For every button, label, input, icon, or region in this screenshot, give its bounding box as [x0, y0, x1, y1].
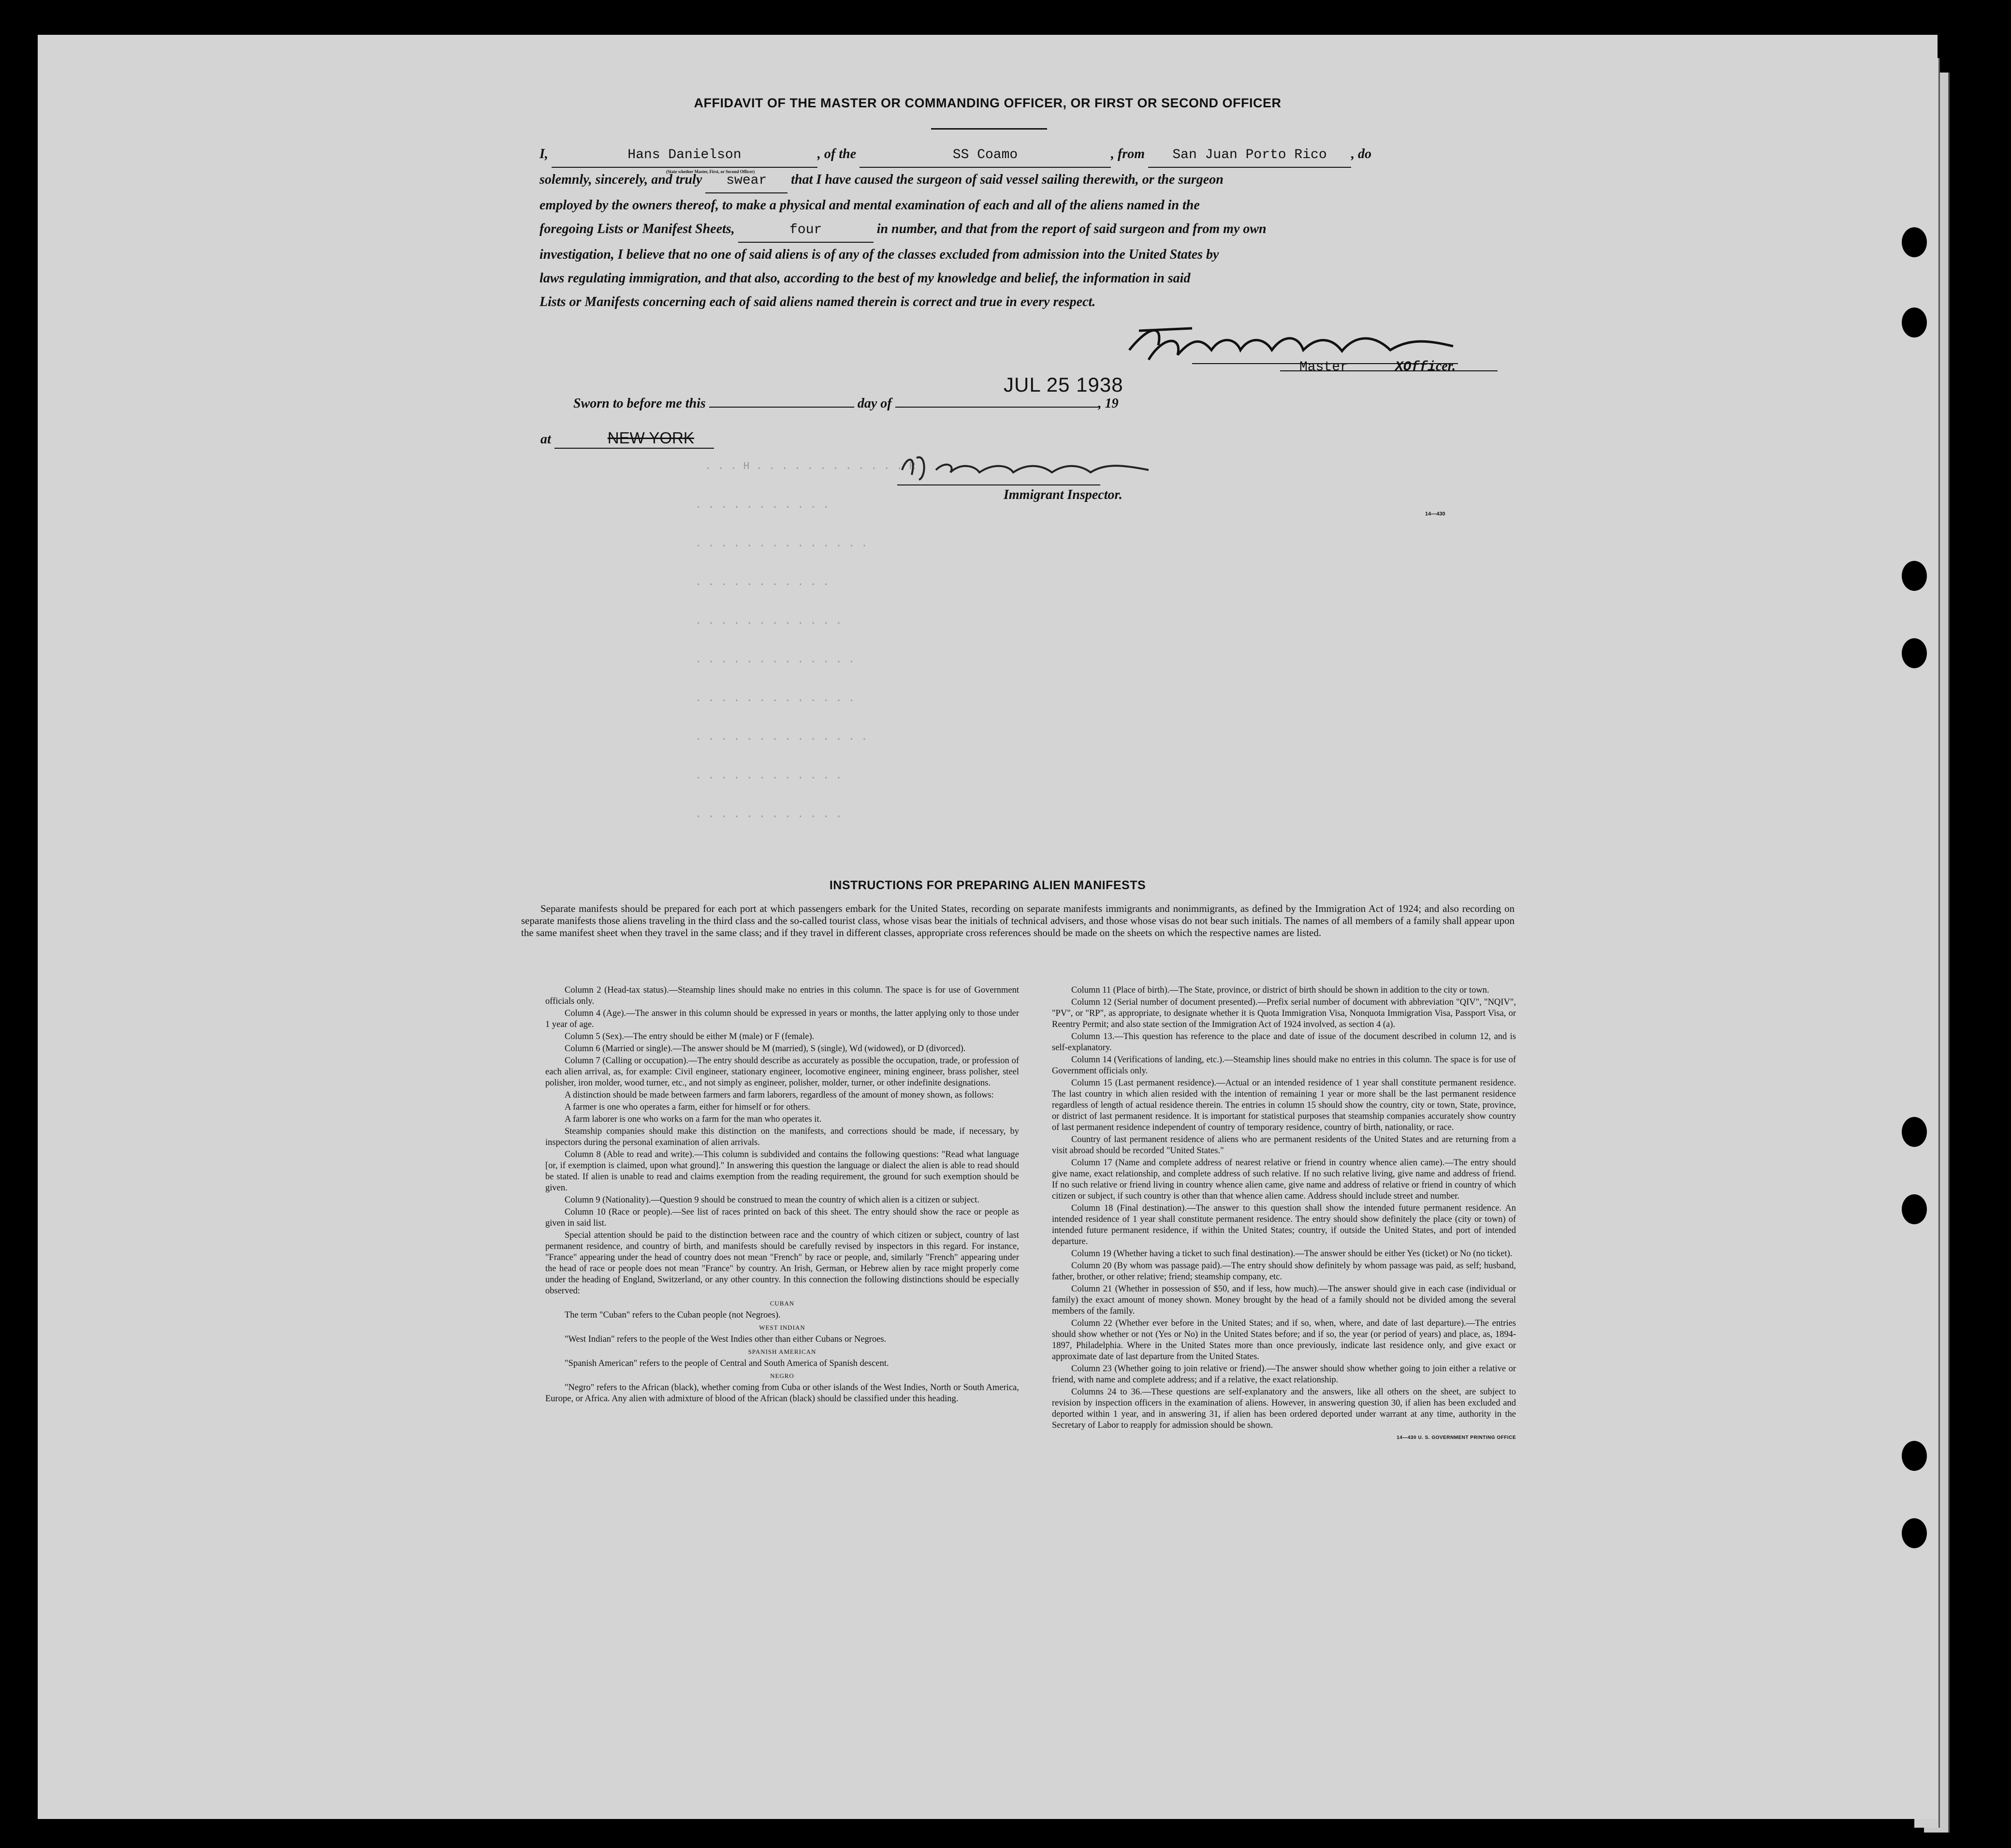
officer-note: (State whether Master, First, or Second Officer): [666, 169, 755, 174]
sworn-month-field: [895, 395, 1098, 408]
affidavit-body: I, Hans Danielson , of the SS Coamo , from San Juan Porto Rico , do solemnly, sincerely, and truly swear that I have caused the surgeon of said vessel sailing therewith, or the surgeon employed by the owners thereof, to make a physical and mental examination of each and all of the aliens named in the foregoing Lists or Manifest Sheets, four in number, and that from the report of said surgeon and from my own investigation, I believe that no one of said aliens is of any of the classes excluded from admission into the United States by laws regulating immigration, and that also, according to the best of my knowledge and belief, the information in said Lists or Manifests concerning each of said aliens named therein is correct and true in every respect.: [539, 142, 1555, 314]
instructions-title: INSTRUCTIONS FOR PREPARING ALIEN MANIFESTS: [829, 879, 1146, 892]
place-field: NEW YORK: [554, 429, 714, 449]
rank-line: Master XOfficer.: [1299, 359, 1456, 375]
inspector-signature: [897, 451, 1168, 489]
binder-hole: [1902, 561, 1927, 591]
instructions-right-column: Column 11 (Place of birth).—The State, province, or district of birth should be shown in addition to the city or town. Column 12 (Serial number of document presented).—Prefix serial number of document with abbreviation "QIV", "NQIV", "PV", or "RP", as appropriate, to designate whether it is Quota Immigration Visa, Nonquota Immigration Visa, Passport Visa, or Reentry Permit; and also state section of the Immigration Act of 1924 involved, as section 4 (a). Column 13.—This question has reference to the place and date of issue of the document described in column 12, and is self-explanatory. Column 14 (Verifications of landing, etc.).—Steamship lines should make no entries in this column. The space is for use of Government officials only. Column 15 (Last permanent residence).—Actual or an intended residence of 1 year shall constitute permanent residence. The last country in which alien resided with the intention of remaining 1 year or more shall be the last permanent residence regardless of length of actual residence therein. The entries in column 15 should show the country, city or town, State, province, or district of last permanent residence. It is important for statistical purposes that steamship companies accurately show country of last permanent residence independent of country of temporary residence, country of birth, nationality, or race. Country of last permanent residence of aliens who are permanent residents of the United States and are returning from a visit abroad should be recorded "United States." Column 17 (Name and complete address of nearest relative or friend in country whence alien came).—The entry should give name, exact relationship, and complete address of such relative. If no such relative living, give name and address of friend. If no such relative or friend living in country whence alien came, give name and address of relative or friend in country of which citizen or subject, if such country is other than that whence alien came. Address should include street and number. Column 18 (Final destination).—The answer to this question shall show the intended future permanent residence. An intended residence of 1 year shall constitute permanent residence. The entry should show definitely the place (city or town) of intended future permanent residence, if within the United States; country, if outside the United States, and port of intended departure. Column 19 (Whether having a ticket to such final destination).—The answer should be either Yes (ticket) or No (no ticket). Column 20 (By whom was passage paid).—The entry should show definitely by whom passage was paid, as self; husband, father, brother, or other relative; friend; steamship company, etc. Column 21 (Whether in possession of $50, and if less, how much).—The answer should give in each case (individual or family) the exact amount of money shown. Money brought by the head of a family should not be divided among the several members of the family. Column 22 (Whether ever before in the United States; and if so, when, where, and date of last departure).—The entries should show whether or not (Yes or No) in the United States before; and if so, the year (or period of years) and place, as, 1894-1897, Philadelphia. Where in the United States more than once previously, indicate last residence only, and give exact or approximate date of last departure from the United States. Column 23 (Whether going to join relative or friend).—The answer should show whether going to join either a relative or friend, with name and complete address; and if a relative, the exact relationship. Columns 24 to 36.—These questions are self-explanatory and the answers, like all others on the sheet, are subject to revision by inspection officers in the examination of aliens. However, in answering question 30, if alien has been excluded and deported within 1 year, and in answering 31, if alien has been ordered deported under warrant at any time, authority in the Secretary of Labor to reapply for admission should be shown. 14—430 U. S. GOVERNMENT PRINTING OFFICE: [1052, 985, 1516, 1443]
binder-hole: [1902, 308, 1927, 337]
affidavit-line-1: I, Hans Danielson , of the SS Coamo , from San Juan Porto Rico , do: [539, 142, 1555, 168]
inspector-label: Immigrant Inspector.: [1004, 487, 1122, 502]
instructions-left-column: Column 2 (Head-tax status).—Steamship lines should make no entries in this column. The space is for use of Government officials only. Column 4 (Age).—The answer in this column should be expressed in years or months, the latter applying only to those under 1 year of age. Column 5 (Sex).—The entry should be either M (male) or F (female). Column 6 (Married or single).—The answer should be M (married), S (single), Wd (widowed), or D (divorced). Column 7 (Calling or occupation).—The entry should describe as accurately as possible the occupation, trade, or profession of each alien arrival, as, for example: Civil engineer, stationary engineer, locomotive engineer, mining engineer, brass polisher, steel polisher, iron molder, wood turner, etc., and not simply as engineer, polisher, molder, turner, or other indefinite designations. A distinction should be made between farmers and farm laborers, regardless of the amount of money shown, as follows: A farmer is one who operates a farm, either for himself or for others. A farm laborer is one who works on a farm for the man who operates it. Steamship companies should make this distinction on the manifests, and corrections should be made, if necessary, by inspectors during the personal examination of alien arrivals. Column 8 (Able to read and write).—This column is subdivided and contains the following questions: "Read what language [or, if exemption is claimed, upon what ground]." In answering this question the language or dialect the alien is able to read should be stated. If alien is unable to read and claims exemption from the reading requirement, the ground for such exemption should be given. Column 9 (Nationality).—Question 9 should be construed to mean the country of which alien is a citizen or subject. Column 10 (Race or people).—See list of races printed on back of this sheet. The entry should show the race or people as given in said list. Special attention should be paid to the distinction between race and the country of which citizen or subject, country of last permanent residence, and country of birth, and manifests should be carefully revised by inspectors in this regard. For instance, "France" appearing under the head of country does not mean "French" by race or people, and, similarly "French" appearing under the head of race or people does not mean "France" by country. An Irish, German, or Hebrew alien by race might properly come under the heading of England, Switzerland, or any other country. In this connection the following distinctions should be especially observed: CUBAN The term "Cuban" refers to the Cuban people (not Negroes). WEST INDIAN "West Indian" refers to the people of the West Indies other than either Cubans or Negroes. SPANISH AMERICAN "Spanish American" refers to the people of Central and South America of Spanish descent. NEGRO "Negro" refers to the African (black), whether coming from Cuba or other islands of the West Indies, North or South America, Europe, or Africa. Any alien with admixture of blood of the African (black) should be classified under this heading.: [545, 985, 1019, 1404]
form-number: 14—430: [1425, 511, 1445, 517]
binder-hole: [1902, 1194, 1927, 1224]
rank-struck: XOffi: [1395, 360, 1436, 375]
cuban-heading: CUBAN: [770, 1300, 795, 1307]
date-stamp: JUL 25 1938: [1004, 373, 1123, 396]
sworn-line: Sworn to before me this day of , 19: [573, 396, 1119, 411]
instructions-intro: Separate manifests should be prepared for each port at which passengers embark for the United States, recording on separate manifests immigrants and nonimmigrants, as defined by the Immigration Act of 1924; and also recording on separate manifests those aliens traveling in the third class and the so-called tourist class, whose visas bear the initials of technical advisers, and those whose visas do not bear such initials. The names of all members of a family shall appear upon the same manifest sheet when they travel in the same class; and if they travel in different classes, appropriate cross references should be made on the sheets on which the respective names are listed.: [521, 903, 1515, 939]
port-field: San Juan Porto Rico: [1148, 143, 1351, 168]
binder-hole: [1902, 1441, 1927, 1471]
sheet-count-field: four: [738, 218, 874, 243]
binder-hole: [1902, 638, 1927, 668]
sworn-day-field: [709, 395, 854, 408]
inspector-line: [897, 484, 1100, 485]
place-line: at NEW YORK: [540, 429, 714, 449]
vessel-field: SS Coamo: [860, 143, 1111, 168]
manifest-page: . . . H . . . . . . . . . . . . R . . . . . . . . . . . . . . . . . . . . . . . . . . . . . . . . . . . . . . . . . . . . . . . . . . . . . . . . . . . . . . . . . . . . . . . . . . . . . . . . . . . . . . . . . . . . . . . . . . . . . . . . . . . . . . . . AFFIDAVIT OF THE MASTER OR COMMANDING OFFICER, OR FIRST OR SECOND OFFICER I, Hans Danielson , of the SS Coamo , from San Juan Porto Rico , do solemnly, sincerely, and truly swear that I have caused the surgeon of said vessel sailing therewith, or the surgeon employed by the owners thereof, to make a physical and mental examination of each and all of the aliens named in the foregoing Lists or Manifest Sheets, four in number, and that from the report of said surgeon and from my own investigation, I believe that no one of said aliens is of any of the classes excluded from admission into the United States by laws regulating immigration, and that also, according to the best of my knowledge and belief, the information in said Lists or Manifests concerning each of said aliens named therein is correct and true in every respect. (State whether Master, First, or Second Officer) Master XOfficer. JUL 25 1938 Sworn to before me this day of , 19 at NEW YORK Immigrant Inspector. 14—430 INSTRUCTIONS FOR PREPARING ALIEN MANIFESTS Separate manifests should be prepared for each port at which passengers embark for the United States, recording on separate manifests immigrants and nonimmigrants, as defined by the Immigration Act of 1924; and also recording on separate manifests those aliens traveling in the third class and the so-called tourist class, whose visas bear the initials of technical advisers, and those whose visas do not bear such initials. The names of all members of a family shall appear upon the same manifest sheet when they travel in the same class; and if they travel in different classes, appropriate cross references should be made on the sheets on which the respective names are listed. Column 2 (Head-tax status).—Steamship lines should make no entries in this column. The space is for use of Government officials only. Column 4 (Age).—The answer in this column should be expressed in years or months, the latter applying only to those under 1 year of age. Column 5 (Sex).—The entry should be either M (male) or F (female). Column 6 (Married or single).—The answer should be M (married), S (single), Wd (widowed), or D (divorced). Column 7 (Calling or occupation).—The entry should describe as accurately as possible the occupation, trade, or profession of each alien arrival, as, for example: Civil engineer, stationary engineer, locomotive engineer, mining engineer, brass polisher, steel polisher, iron molder, wood turner, etc., and not simply as engineer, polisher, molder, turner, or other indefinite designations. A distinction should be made between farmers and farm laborers, regardless of the amount of money shown, as follows: A farmer is one who operates a farm, either for himself or for others. A farm laborer is one who works on a farm for the man who operates it. Steamship companies should make this distinction on the manifests, and corrections should be made, if necessary, by inspectors during the personal examination of alien arrivals. Column 8 (Able to read and write).—This column is subdivided and contains the following questions: "Read what language [or, if exemption is claimed, upon what ground]." In answering this question the language or dialect the alien is able to read should be stated. If alien is unable to read and claims exemption from the reading requirement, the ground for such exemption should be given. Column 9 (Nationality).—Question 9 should be construed to mean the country of which alien is a citizen or subject. Column 10 (Race or people).—See list of races printed on back of this sheet. The entry should show the race or people as given in said list. Special attention should be paid to the distinction between race and the country of which citizen or subject, country of last permanent residence, and country of birth, and manifests should be carefully revised by inspectors in this regard. For instance, "France" appearing under the head of country does not mean "French" by race or people, and, similarly "French" appearing under the head of race or people does not mean "France" by country. An Irish, German, or Hebrew alien by race might properly come under the heading of England, Switzerland, or any other country. In this connection the following distinctions should be especially observed: CUBAN The term "Cuban" refers to the Cuban people (not Negroes). WEST INDIAN "West Indian" refers to the people of the West Indies other than either Cubans or Negroes. SPANISH AMERICAN "Spanish American" refers to the people of Central and South America of Spanish descent. NEGRO "Negro" refers to the African (black), whether coming from Cuba or other islands of the West Indies, North or South America, Europe, or Africa. Any alien with admixture of blood of the African (black) should be classified under this heading. Column 11 (Place of birth).—The State, province, or district of birth should be shown in addition to the city or town. Column 12 (Serial number of document presented).—Prefix serial number of document with abbreviation "QIV", "NQIV", "PV", or "RP", as appropriate, to designate whether it is Quota Immigration Visa, Nonquota Immigration Visa, Passport Visa, or Reentry Permit; and also state section of the Immigration Act of 1924 involved, as section 4 (a). Column 13.—This question has reference to the place and date of issue of the document described in column 12, and is self-explanatory. Column 14 (Verifications of landing, etc.).—Steamship lines should make no entries in this column. The space is for use of Government officials only. Column 15 (Last permanent residence).—Actual or an intended residence of 1 year shall constitute permanent residence. The last country in which alien resided with the intention of remaining 1 year or more shall be the last permanent residence regardless of length of actual residence therein. The entries in column 15 should show the country, city or town, State, province, or district of last permanent residence. It is important for statistical purposes that steamship companies accurately show country of last permanent residence independent of country of temporary residence, country of birth, nationality, or race. Country of last permanent residence of aliens who are permanent residents of the United States and are returning from a visit abroad should be recorded "United States." Column 17 (Name and complete address of nearest relative or friend in country whence alien came).—The entry should give name, exact relationship, and complete address of such relative. If no such relative living, give name and address of friend. If no such relative or friend living in country whence alien came, give name and address of relative or friend in country of which citizen or subject, if such country is other than that whence alien came. Address should include street and number. Column 18 (Final destination).—The answer to this question shall show the intended future permanent residence. An intended residence of 1 year shall constitute permanent residence. The entry should show definitely the place (city or town) of intended future permanent residence, if within the United States; country, if outside the United States, and port of intended departure. Column 19 (Whether having a ticket to such final destination).—The answer should be either Yes (ticket) or No (no ticket). Column 20 (By whom was passage paid).—The entry should show definitely by whom passage was paid, as self; husband, father, brother, or other relative; friend; steamship company, etc. Column 21 (Whether in possession of $50, and if less, how much).—The answer should give in each case (individual or family) the exact amount of money shown. Money brought by the head of a family should not be divided among the several members of the family. Column 22 (Whether ever before in the United States; and if so, when, where, and date of last departure).—The entries should show whether or not (Yes or No) in the United States before; and if so, the year (or period of years) and place, as, 1894-1897, Philadelphia. Where in the United States more than once previously, indicate last residence only, and give exact or approximate date of last departure from the United States. Column 23 (Whether going to join relative or friend).—The answer should show whether going to join either a relative or friend, with name and complete address; and if a relative, the exact relationship. Columns 24 to 36.—These questions are self-explanatory and the answers, like all others on the sheet, are subject to revision by inspection officers in the examination of aliens. However, in answering question 30, if alien has been excluded and deported within 1 year, and in answering 31, if alien has been ordered deported under warrant at any time, authority in the Secretary of Labor to reapply for admission should be shown. 14—430 U. S. GOVERNMENT PRINTING OFFICE: [38, 35, 1938, 1819]
binder-hole: [1902, 1117, 1927, 1147]
master-name-field: Hans Danielson: [552, 143, 817, 168]
binder-hole: [1902, 1518, 1927, 1548]
affidavit-title: AFFIDAVIT OF THE MASTER OR COMMANDING OFFICER, OR FIRST OR SECOND OFFICER: [694, 96, 1282, 110]
oath-word-field: swear: [705, 169, 787, 193]
rank-field: Master: [1299, 360, 1348, 375]
negro-heading: NEGRO: [770, 1372, 794, 1379]
title-divider: [931, 128, 1047, 130]
west-indian-heading: WEST INDIAN: [759, 1324, 805, 1331]
spanish-american-heading: SPANISH AMERICAN: [748, 1348, 816, 1355]
printing-office-footer: 14—430 U. S. GOVERNMENT PRINTING OFFICE: [1397, 1435, 1516, 1440]
binder-hole: [1902, 227, 1927, 257]
